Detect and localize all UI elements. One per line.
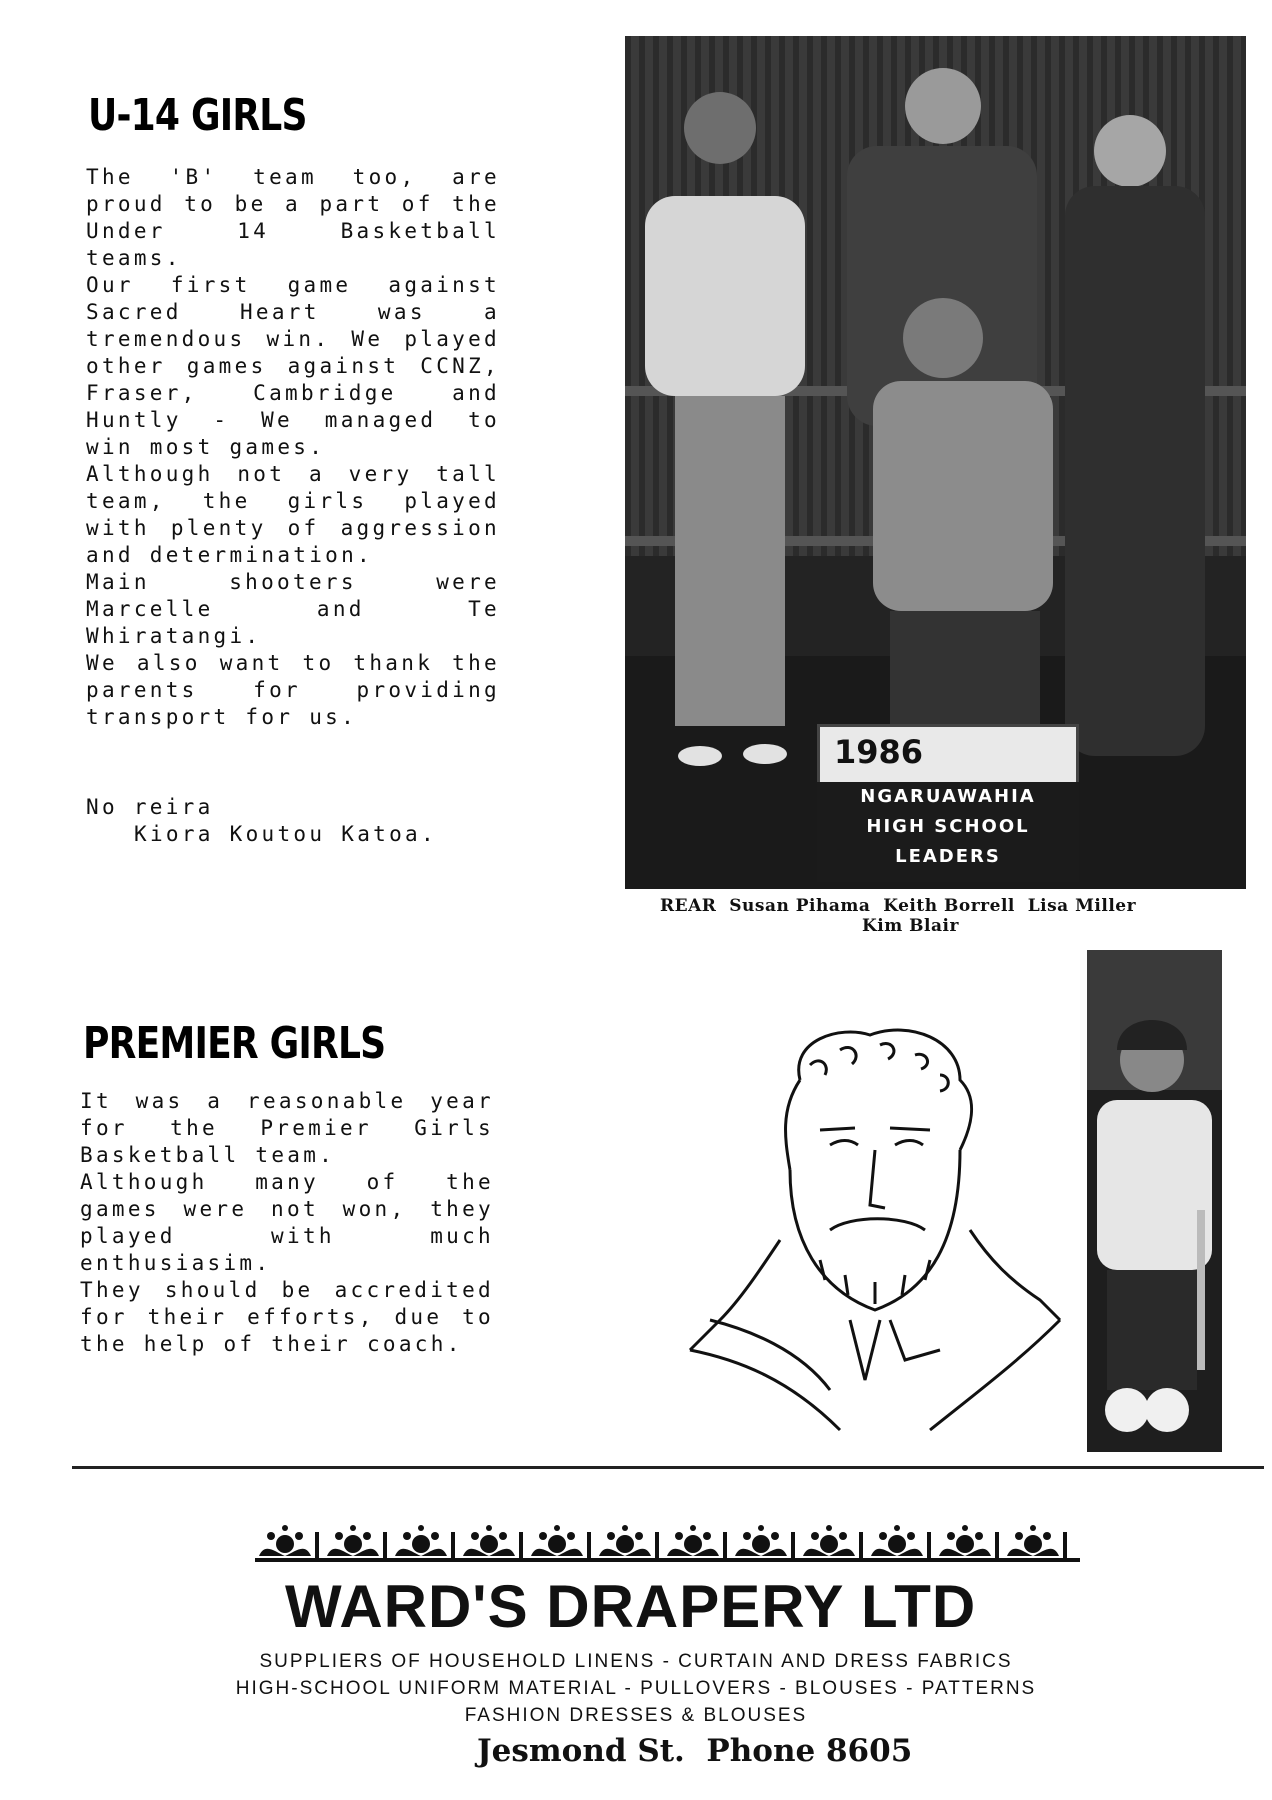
leaders-photo (625, 36, 1246, 889)
u14-closing-2: Kiora Koutou Katoa. (134, 822, 437, 846)
portrait-photo (1087, 950, 1222, 1452)
sign-line-3: LEADERS (895, 846, 1001, 867)
ad-line-1: SUPPLIERS OF HOUSEHOLD LINENS - CURTAIN AND DRESS FABRICS (259, 1651, 1013, 1672)
ad-line-2: HIGH-SCHOOL UNIFORM MATERIAL - PULLOVERS - BLOUSES - PATTERNS (235, 1678, 1037, 1699)
u14-closing-1: No reira (86, 795, 214, 819)
photo-caption-line-1: REAR Susan Pihama Keith Borrell Lisa Miller (660, 896, 1137, 916)
ad-phone: Jesmond St. Phone 8605 (477, 1733, 913, 1769)
leaders-sign (817, 724, 1079, 788)
section-divider (72, 1466, 1264, 1469)
sign-board (817, 782, 1079, 882)
sign-line-1: NGARUAWAHIA (860, 786, 1036, 807)
u14-heading: U-14 GIRLS (88, 90, 307, 141)
premier-heading: PREMIER GIRLS (83, 1018, 386, 1069)
photo-caption-line-2: Kim Blair (862, 916, 959, 936)
u14-body: The 'B' team too, are proud to be a part of the Under 14 Basketball teams. Our first game against Sacred Heart was a tremendous win. We played other games against CCNZ, Fraser, Cambridge and Huntly - We managed to win most games. Although not a very tall team, the girls played with plenty of aggression and determination. Main shooters were Marcelle and Te Whiratangi. We also want to thank the parents for providing transport for us. (86, 165, 500, 729)
sign-line-2: HIGH SCHOOL (866, 816, 1030, 837)
ad-line-3: FASHION DRESSES & BLOUSES (464, 1705, 808, 1726)
floral-border (255, 1522, 1080, 1566)
bearded-man-sketch (680, 1020, 1075, 1440)
portrait-figure (1087, 950, 1222, 1452)
premier-body: It was a reasonable year for the Premier Girls Basketball team. Although many of the games were not won, they played with much enthusiasim. They should be accredited for their efforts, due to the help of their coach. (80, 1089, 494, 1356)
brand-name: WARD'S DRAPERY LTD (285, 1573, 977, 1640)
sign-year: 1986 (834, 733, 924, 771)
